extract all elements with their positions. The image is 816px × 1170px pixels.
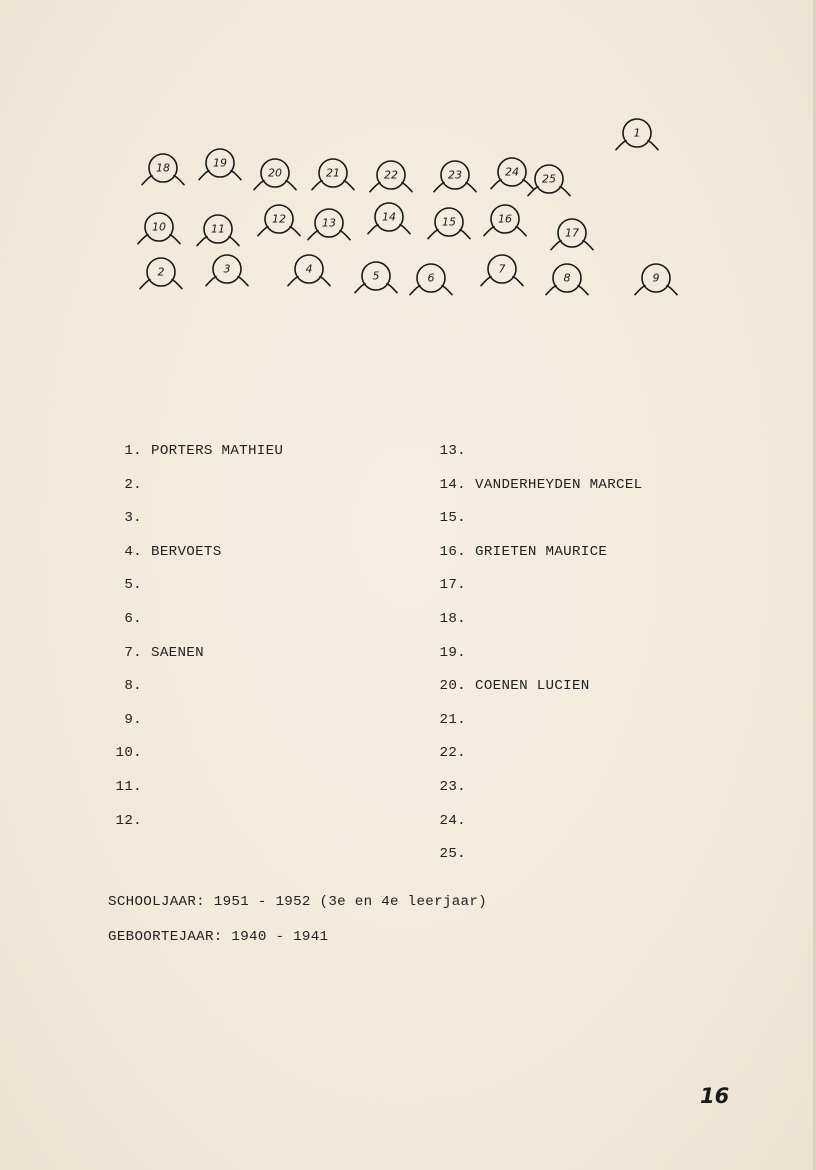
list-item: [436, 539, 642, 573]
shoulders-stroke: [434, 183, 476, 192]
list-item: [104, 606, 283, 640]
shoulders-stroke: [491, 180, 533, 189]
head-number-label: 14: [382, 210, 396, 224]
list-item: [104, 472, 283, 506]
person-head-1: [616, 119, 658, 150]
list-item-name: GRIETEN MAURICE: [475, 543, 608, 560]
person-head-14: [368, 203, 410, 234]
list-item-number: 25.: [439, 846, 466, 863]
list-item: [104, 707, 283, 741]
head-number-label: 15: [442, 215, 456, 229]
head-number-label: 5: [372, 269, 380, 283]
shoulders-stroke: [481, 277, 523, 286]
list-item-number: 17.: [439, 577, 466, 594]
head-number-label: 22: [384, 168, 398, 182]
list-item: [436, 808, 642, 842]
shoulders-stroke: [355, 284, 397, 293]
list-item: [436, 438, 642, 472]
head-number-label: 12: [272, 212, 286, 226]
list-item-number: 22.: [439, 745, 466, 762]
person-head-20: [254, 159, 296, 190]
list-item-number: 1.: [124, 443, 142, 459]
name-list-left: [104, 438, 283, 841]
shoulders-stroke: [206, 277, 248, 286]
person-head-7: [481, 255, 523, 286]
shoulders-stroke: [288, 277, 330, 286]
list-item: [104, 673, 283, 707]
head-number-label: 3: [223, 262, 231, 276]
list-item-number: 18.: [439, 610, 466, 627]
list-item-number: 10.: [115, 745, 142, 762]
list-item-number: 5.: [124, 577, 142, 594]
person-head-8: [546, 264, 588, 295]
list-item-number: 12.: [115, 812, 142, 829]
list-item-number: 23.: [439, 778, 466, 795]
person-head-25: [528, 165, 570, 196]
list-item: [436, 505, 642, 539]
list-item-name: SAENEN: [151, 644, 204, 661]
head-number-label: 18: [156, 161, 170, 175]
list-item: [436, 774, 642, 808]
head-number-label: 19: [213, 156, 227, 170]
list-item: [436, 673, 642, 707]
person-head-12: [258, 205, 300, 236]
person-head-2: [140, 258, 182, 289]
person-head-9: [635, 264, 677, 295]
shoulders-stroke: [428, 230, 470, 239]
list-item-number: 21.: [439, 711, 466, 728]
list-item-number: 6.: [124, 610, 142, 627]
list-item-name: COENEN LUCIEN: [475, 678, 590, 695]
list-item: [436, 841, 642, 875]
shoulders-stroke: [197, 237, 239, 246]
class-photo-position-diagram: [0, 0, 816, 330]
list-item-number: 3.: [124, 510, 142, 527]
person-head-19: [199, 149, 241, 180]
list-item-number: 2.: [124, 476, 142, 493]
head-number-label: 6: [427, 271, 435, 285]
list-item-number: 16.: [439, 543, 466, 560]
person-head-11: [197, 215, 239, 246]
person-head-17: [551, 219, 593, 250]
list-item-number: 11.: [115, 778, 142, 795]
person-head-10: [138, 213, 180, 244]
shoulders-stroke: [546, 286, 588, 295]
list-item: [104, 740, 283, 774]
list-item-name: BERVOETS: [151, 543, 222, 560]
list-item-number: 14.: [439, 476, 466, 493]
shoulders-stroke: [484, 227, 526, 236]
list-item: [436, 606, 642, 640]
head-number-label: 9: [652, 271, 660, 285]
head-number-label: 25: [542, 172, 556, 186]
person-head-13: [308, 209, 350, 240]
list-item: [436, 640, 642, 674]
shoulders-stroke: [368, 225, 410, 234]
shoulders-stroke: [312, 181, 354, 190]
person-head-24: [491, 158, 533, 189]
list-item: [104, 438, 283, 472]
page-number: 16: [700, 1084, 730, 1108]
geboortejaar-line: GEBOORTEJAAR: 1940 - 1941: [108, 929, 329, 945]
list-item-number: 15.: [439, 510, 466, 527]
shoulders-stroke: [528, 187, 570, 196]
shoulders-stroke: [308, 231, 350, 240]
shoulders-stroke: [258, 227, 300, 236]
head-number-label: 4: [305, 262, 313, 276]
person-head-22: [370, 161, 412, 192]
list-item: [104, 640, 283, 674]
person-head-23: [434, 161, 476, 192]
list-item-number: 13.: [439, 443, 466, 459]
shoulders-stroke: [142, 176, 184, 185]
list-item-number: 9.: [124, 711, 142, 728]
head-number-label: 1: [633, 126, 641, 140]
head-number-label: 17: [565, 226, 579, 240]
head-number-label: 20: [268, 166, 282, 180]
head-number-label: 16: [498, 212, 512, 226]
head-number-label: 21: [326, 166, 340, 180]
shoulders-stroke: [138, 235, 180, 244]
list-item-number: 4.: [124, 543, 142, 560]
head-number-label: 24: [505, 165, 519, 179]
person-head-6: [410, 264, 452, 295]
list-item-number: 24.: [439, 812, 466, 829]
list-item-number: 20.: [439, 678, 466, 695]
list-item-name: PORTERS MATHIEU: [151, 443, 284, 459]
person-head-5: [355, 262, 397, 293]
list-item: [104, 572, 283, 606]
person-head-18: [142, 154, 184, 185]
list-item: [436, 740, 642, 774]
head-number-label: 2: [157, 265, 165, 279]
list-item-number: 8.: [124, 678, 142, 695]
shoulders-stroke: [635, 286, 677, 295]
head-number-label: 7: [498, 262, 506, 276]
name-list-right: [436, 438, 642, 875]
head-number-label: 13: [322, 216, 336, 230]
person-head-3: [206, 255, 248, 286]
head-number-label: 8: [563, 271, 571, 285]
shoulders-stroke: [616, 141, 658, 150]
list-item: [436, 472, 642, 506]
person-head-16: [484, 205, 526, 236]
head-number-label: 11: [211, 222, 225, 236]
list-item: [104, 774, 283, 808]
list-item: [104, 539, 283, 573]
list-item-number: 7.: [124, 644, 142, 661]
shoulders-stroke: [254, 181, 296, 190]
list-item: [104, 505, 283, 539]
schooljaar-line: SCHOOLJAAR: 1951 - 1952 (3e en 4e leerjaar): [108, 894, 487, 910]
list-item-name: VANDERHEYDEN MARCEL: [475, 476, 643, 493]
person-head-4: [288, 255, 330, 286]
shoulders-stroke: [199, 171, 241, 180]
shoulders-stroke: [551, 241, 593, 250]
shoulders-stroke: [410, 286, 452, 295]
list-item-number: 19.: [439, 644, 466, 661]
list-item: [436, 707, 642, 741]
shoulders-stroke: [140, 280, 182, 289]
list-item: [436, 572, 642, 606]
person-head-21: [312, 159, 354, 190]
head-number-label: 10: [152, 220, 166, 234]
list-item: [104, 808, 283, 842]
person-head-15: [428, 208, 470, 239]
shoulders-stroke: [370, 183, 412, 192]
head-number-label: 23: [448, 168, 462, 182]
